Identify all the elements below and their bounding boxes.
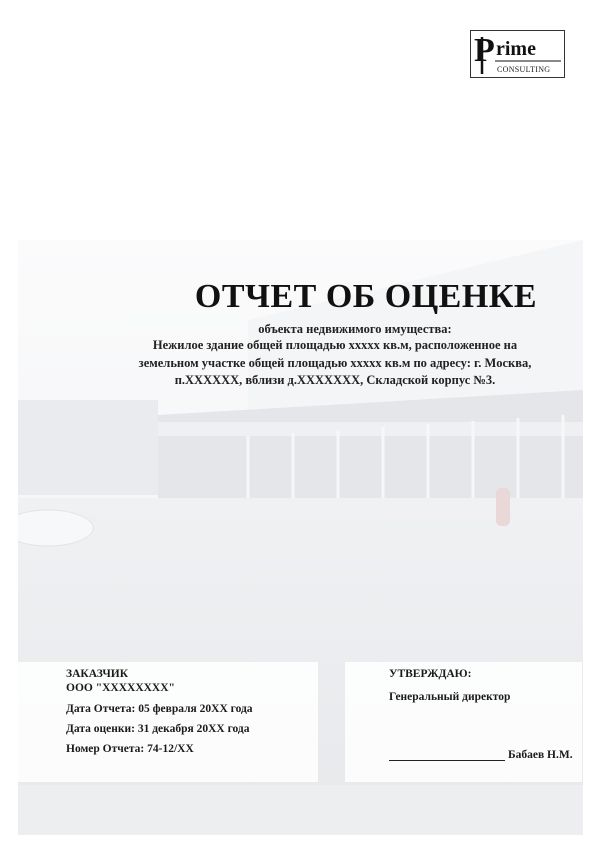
report-date: Дата Отчета: 05 февраля 20ХХ года [66, 703, 253, 715]
photo-bottom-strip [18, 785, 583, 835]
director-position: Генеральный директор [389, 691, 511, 703]
description-line: земельном участке общей площадью xxxxx кв.м по адресу: г. Москва, [138, 355, 532, 370]
report-subtitle: объекта недвижимого имущества: [258, 322, 452, 336]
logo-subtitle: CONSULTING [497, 65, 551, 74]
report-number: Номер Отчета: 74-12/ХХ [66, 743, 194, 755]
description-line: п.XXXXXX, вблизи д.XXXXXXX, Складской корпус №3. [174, 373, 496, 387]
approval-heading: УТВЕРЖДАЮ: [389, 668, 472, 680]
signature-row [389, 748, 573, 761]
client-heading: ЗАКАЗЧИК [66, 668, 129, 680]
client-company: ООО "XXXXXXXX" [66, 682, 175, 694]
client-info-box [18, 662, 318, 782]
photo-person [496, 488, 510, 526]
signature-line [389, 748, 505, 761]
report-title: ОТЧЕТ ОБ ОЦЕНКЕ [194, 278, 538, 315]
logo-brand-text: rime [496, 38, 536, 60]
prime-consulting-logo [470, 30, 565, 78]
signatory-name: Бабаев Н.М. [508, 749, 573, 761]
approval-box [345, 662, 582, 782]
valuation-date: Дата оценки: 31 декабря 20ХХ года [66, 723, 250, 735]
logo-letter-p: P [474, 32, 495, 69]
property-description [100, 337, 570, 390]
description-line: Нежилое здание общей площадью xxxxx кв.м, расположенное на [152, 338, 518, 352]
photo-left-building [18, 400, 158, 495]
